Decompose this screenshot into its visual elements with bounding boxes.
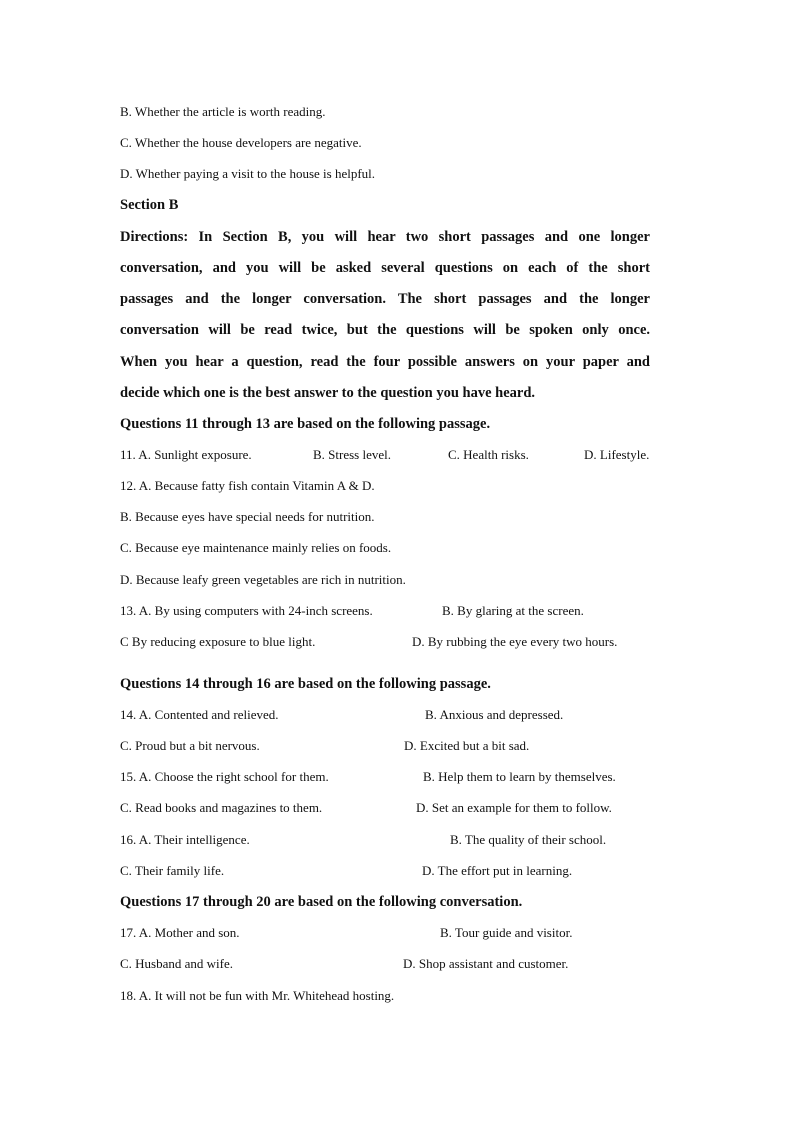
q13-option-b: B. By glaring at the screen. <box>442 603 584 618</box>
q15-option-c: C. Read books and magazines to them. <box>120 800 323 815</box>
q17-option-a: 17. A. Mother and son. <box>120 925 240 940</box>
q13-option-d: D. By rubbing the eye every two hours. <box>412 634 618 649</box>
question-14-row-1 <box>120 705 600 725</box>
directions-line-4: conversation will be read twice, but the questions will be spoken only once. <box>120 322 650 338</box>
question-15-row-2 <box>120 798 640 818</box>
q13-option-c: C By reducing exposure to blue light. <box>120 634 316 649</box>
q16-option-b: B. The quality of their school. <box>450 832 607 847</box>
q11-option-b: B. Stress level. <box>313 447 391 462</box>
question-17-row-1 <box>120 923 600 943</box>
q17-option-b: B. Tour guide and visitor. <box>440 925 573 940</box>
q16-option-d: D. The effort put in learning. <box>422 863 573 878</box>
q18-option-a: 18. A. It will not be fun with Mr. Whitehead hosting. <box>120 988 395 1003</box>
option-c-developers: C. Whether the house developers are negative. <box>120 135 362 150</box>
q15-option-a: 15. A. Choose the right school for them. <box>120 769 329 784</box>
question-17-row-2 <box>120 954 600 974</box>
q16-option-a: 16. A. Their intelligence. <box>120 832 250 847</box>
q12-option-c: C. Because eye maintenance mainly relies on foods. <box>120 540 392 555</box>
q16-option-c: C. Their family life. <box>120 863 225 878</box>
q11-option-d: D. Lifestyle. <box>584 447 650 462</box>
section-heading: Section B <box>120 197 179 213</box>
question-13-row-2 <box>120 632 640 652</box>
directions-line-6: decide which one is the best answer to the question you have heard. <box>120 385 536 401</box>
q17-option-d: D. Shop assistant and customer. <box>403 956 569 971</box>
q14-option-a: 14. A. Contented and relieved. <box>120 707 279 722</box>
option-b-article: B. Whether the article is worth reading. <box>120 104 326 119</box>
q15-option-d: D. Set an example for them to follow. <box>416 800 612 815</box>
group-heading-11-13: Questions 11 through 13 are based on the following passage. <box>120 416 491 432</box>
q14-option-d: D. Excited but a bit sad. <box>404 738 530 753</box>
group-heading-17-20: Questions 17 through 20 are based on the following conversation. <box>120 894 523 910</box>
q11-option-c: C. Health risks. <box>448 447 529 462</box>
directions-line-1: Directions: In Section B, you will hear two short passages and one longer <box>120 229 650 245</box>
question-14-row-2 <box>120 736 600 756</box>
directions-line-2: conversation, and you will be asked several questions on each of the short <box>120 260 650 276</box>
question-11 <box>120 445 660 465</box>
q12-option-d: D. Because leafy green vegetables are rich in nutrition. <box>120 572 406 587</box>
directions-line-3: passages and the longer conversation. The short passages and the longer <box>120 291 650 307</box>
q17-option-c: C. Husband and wife. <box>120 956 234 971</box>
q11-option-a: 11. A. Sunlight exposure. <box>120 447 252 462</box>
group-heading-14-16: Questions 14 through 16 are based on the following passage. <box>120 676 491 692</box>
q15-option-b: B. Help them to learn by themselves. <box>423 769 616 784</box>
question-16-row-2 <box>120 861 600 881</box>
q12-option-b: B. Because eyes have special needs for nutrition. <box>120 509 375 524</box>
question-13-row-1 <box>120 601 620 621</box>
q14-option-b: B. Anxious and depressed. <box>425 707 564 722</box>
directions-line-5: When you hear a question, read the four possible answers on your paper and <box>120 354 650 370</box>
question-16-row-1 <box>120 830 630 850</box>
question-15-row-1 <box>120 767 640 787</box>
q14-option-c: C. Proud but a bit nervous. <box>120 738 260 753</box>
q12-option-a: 12. A. Because fatty fish contain Vitamin A & D. <box>120 478 375 493</box>
q13-option-a: 13. A. By using computers with 24-inch screens. <box>120 603 373 618</box>
option-d-visit: D. Whether paying a visit to the house is helpful. <box>120 166 376 181</box>
